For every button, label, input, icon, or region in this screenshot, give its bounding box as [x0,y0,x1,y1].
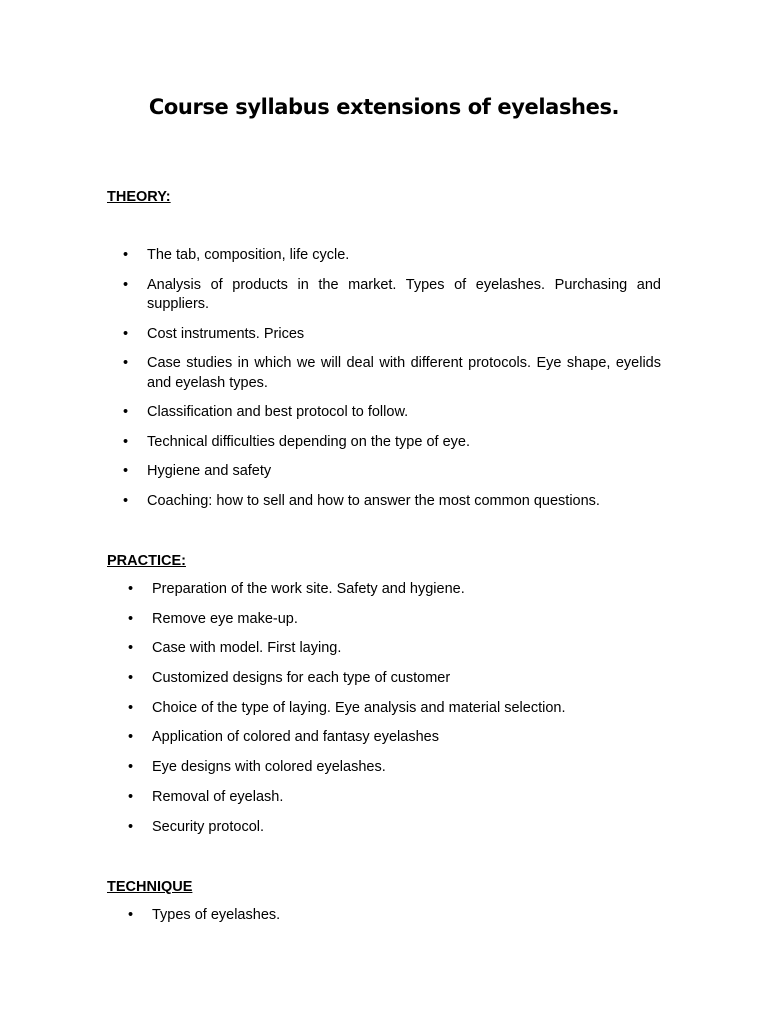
list-item: • Security protocol. [152,818,661,838]
list-item: • Types of eyelashes. [152,906,661,926]
list-item: • Case studies in which we will deal with different protocols. Eye shape, eyelids and eyelash types. [123,355,661,391]
list-item: • Eye designs with colored eyelashes. [152,758,661,778]
bullet-icon: • [128,788,134,805]
list-item: • The tab, composition, life cycle. [147,246,661,266]
list-item: • Hygiene and safety [147,462,661,482]
list-item: • Cost instruments. Prices [147,325,661,345]
bullet-icon: • [123,276,129,293]
bullet-icon: • [128,729,134,746]
list-item: • Classification and best protocol to follow. [147,403,661,423]
bullet-icon: • [128,907,134,923]
bullet-icon: • [123,325,129,342]
technique-heading: TECHNIQUE [107,879,193,895]
theory-list [123,246,661,521]
bullet-icon: • [128,581,134,597]
theory-heading: THEORY: [107,189,171,205]
bullet-icon: • [123,433,129,450]
practice-list [128,580,661,847]
list-item: • Case with model. First laying. [152,639,661,659]
bullet-icon: • [123,355,129,371]
bullet-icon: • [128,699,134,716]
list-item: • Removal of eyelash. [152,788,661,808]
document-title: Course syllabus extensions of eyelashes. [148,95,620,119]
list-item: • Coaching: how to sell and how to answer the most common questions. [147,492,661,512]
bullet-icon: • [123,463,129,479]
list-item: • Application of colored and fantasy eyelashes [152,728,661,748]
list-item: • Customized designs for each type of customer [152,669,661,689]
bullet-icon: • [128,670,134,687]
bullet-icon: • [128,640,134,657]
list-item: • Choice of the type of laying. Eye analysis and material selection. [152,699,661,719]
practice-heading: PRACTICE: [107,553,186,569]
bullet-icon: • [128,818,134,835]
bullet-icon: • [123,247,129,263]
list-item: • Remove eye make-up. [152,610,661,630]
bullet-icon: • [128,610,134,627]
list-item: • Technical difficulties depending on the type of eye. [147,433,661,453]
bullet-icon: • [123,404,129,420]
list-item: • Analysis of products in the market. Types of eyelashes. Purchasing and suppliers. [123,276,661,312]
list-item: • Preparation of the work site. Safety and hygiene. [152,580,661,600]
bullet-icon: • [123,492,129,509]
technique-list [128,906,661,926]
bullet-icon: • [128,759,134,776]
